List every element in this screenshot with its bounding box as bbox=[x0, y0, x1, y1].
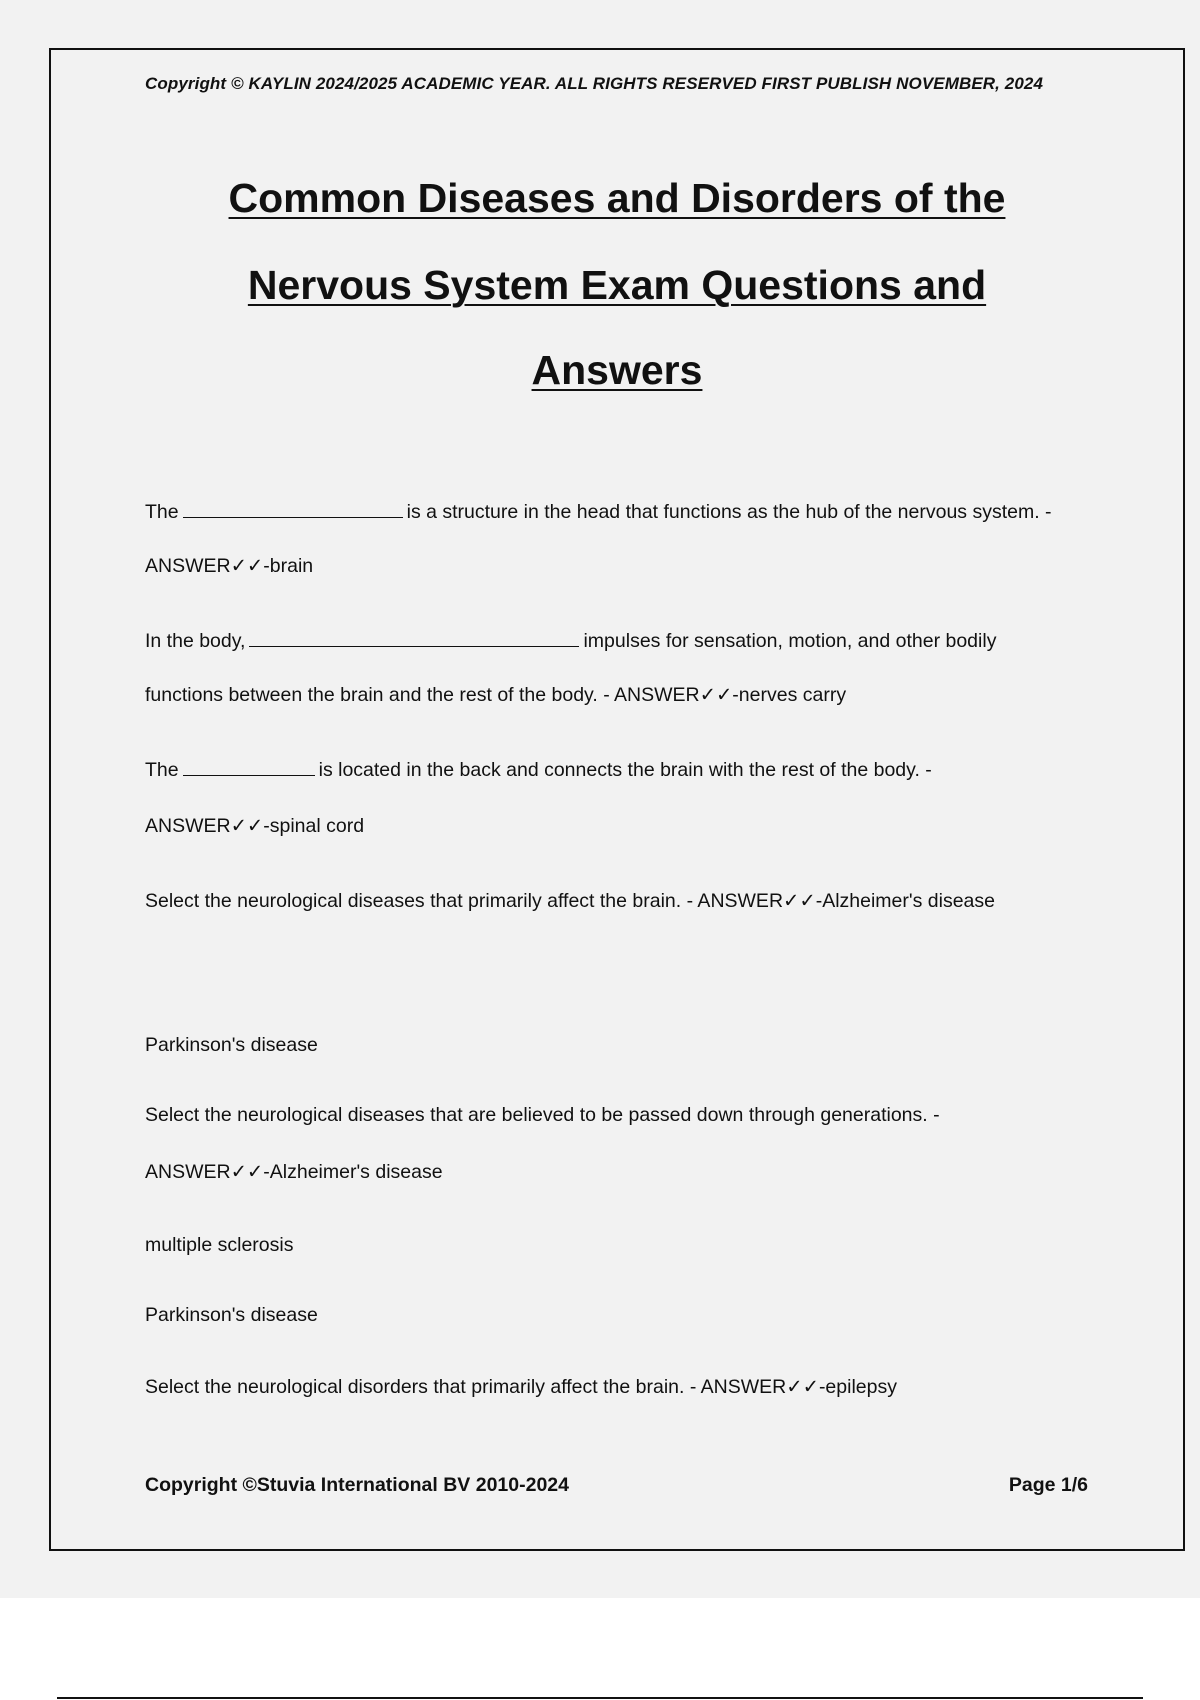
question-4: Select the neurological diseases that primarily affect the brain. - ANSWER✓✓-Alzheimer's disease bbox=[145, 890, 995, 912]
question-6: Select the neurological disorders that primarily affect the brain. - ANSWER✓✓-epilepsy bbox=[145, 1376, 897, 1398]
answer-5-item-3: Parkinson's disease bbox=[145, 1304, 318, 1326]
answer-blank bbox=[183, 759, 315, 776]
question-2: In the body, impulses for sensation, motion, and other bodily bbox=[145, 630, 997, 652]
header-copyright: Copyright © KAYLIN 2024/2025 ACADEMIC YEAR. ALL RIGHTS RESERVED FIRST PUBLISH NOVEMBER, 2024 bbox=[145, 74, 1044, 93]
document-title-line-3: Answers bbox=[531, 347, 703, 393]
document-title-line-2: Nervous System Exam Questions and bbox=[247, 262, 987, 308]
answer-4-item-2: Parkinson's disease bbox=[145, 1034, 318, 1056]
answer-blank bbox=[183, 501, 403, 518]
next-page-rule bbox=[57, 1697, 1143, 1699]
answer-5-item-2: multiple sclerosis bbox=[145, 1234, 294, 1256]
document-title-line-1: Common Diseases and Disorders of the bbox=[228, 175, 1006, 221]
question-1: The is a structure in the head that functions as the hub of the nervous system. - bbox=[145, 501, 1052, 523]
answer-5: ANSWER✓✓-Alzheimer's disease bbox=[145, 1161, 443, 1183]
page-number: Page 1/6 bbox=[1008, 1474, 1088, 1496]
answer-blank bbox=[249, 630, 579, 647]
answer-3: ANSWER✓✓-spinal cord bbox=[145, 815, 365, 837]
answer-1: ANSWER✓✓-brain bbox=[145, 555, 314, 577]
question-5: Select the neurological diseases that are believed to be passed down through generations. - bbox=[145, 1104, 940, 1126]
footer-copyright: Copyright ©Stuvia International BV 2010-2024 bbox=[145, 1474, 569, 1496]
question-2-continued: functions between the brain and the rest of the body. - ANSWER✓✓-nerves carry bbox=[145, 684, 847, 706]
question-3: The is located in the back and connects the brain with the rest of the body. - bbox=[145, 759, 932, 781]
